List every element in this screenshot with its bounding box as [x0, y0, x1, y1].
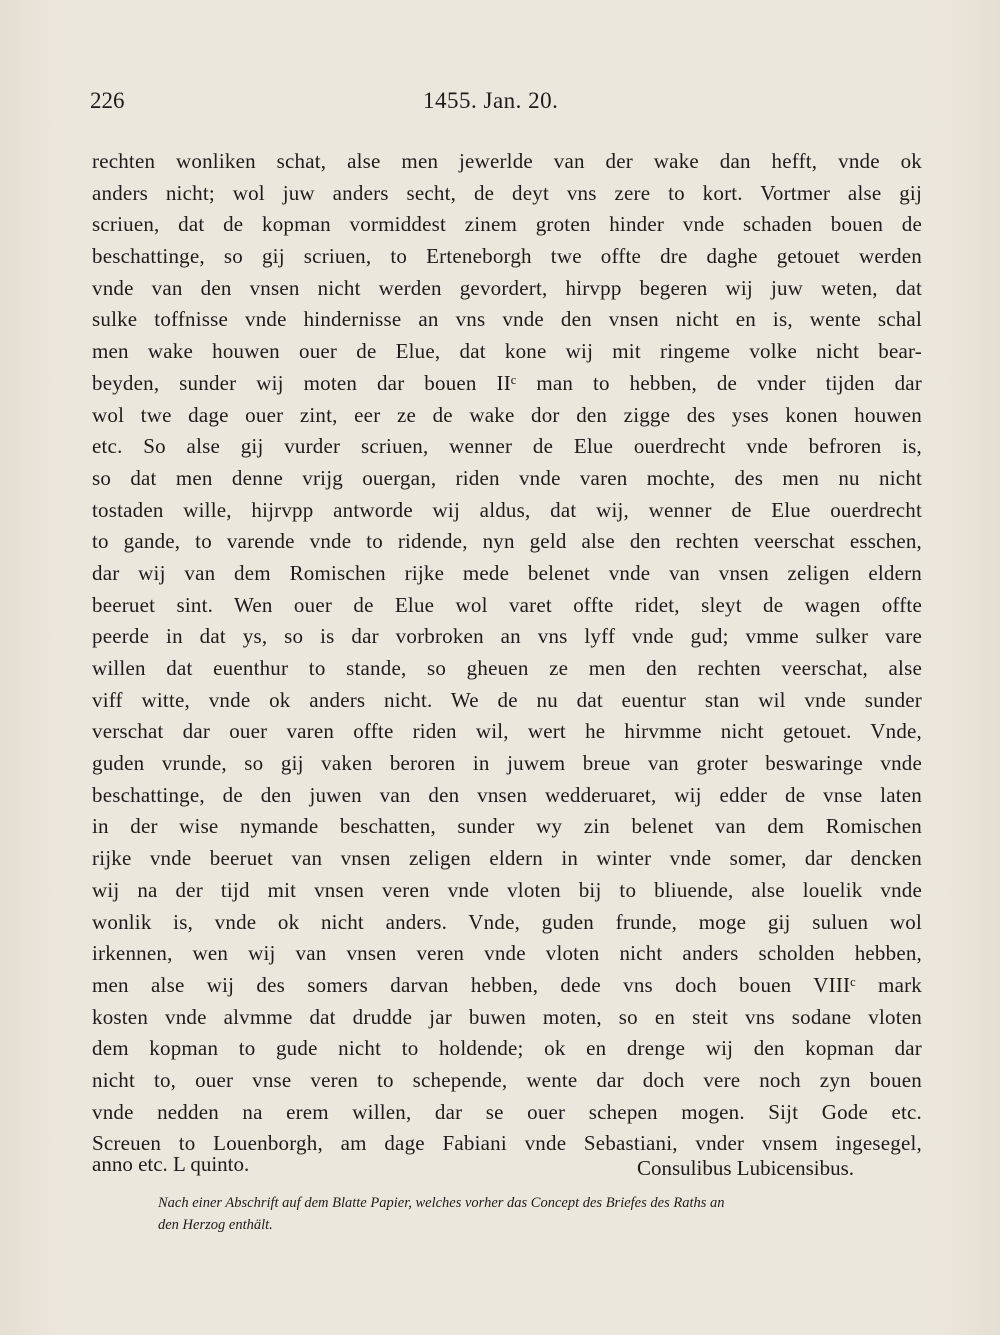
header-date: 1455. Jan. 20. — [423, 88, 559, 113]
footnote-line: den Herzog enthält. — [158, 1217, 273, 1233]
body-line: wol twe dage ouer zint, eer ze de wake dor den zigge des yses konen houwen — [92, 402, 922, 427]
body-line: viff witte, vnde ok anders nicht. We de nu dat euentur stan wil vnde sunder — [92, 687, 922, 712]
body-line: so dat men denne vrijg ouergan, riden vnde varen mochte, des men nu nicht — [92, 465, 922, 490]
body-line: dar wij van dem Romischen rijke mede belenet vnde van vnsen zeligen eldern — [92, 560, 922, 585]
body-line: beeruet sint. Wen ouer de Elue wol varet offte ridet, sleyt de wagen offte — [92, 592, 922, 617]
body-line: men wake houwen ouer de Elue, dat kone wij mit ringeme volke nicht bear- — [92, 339, 922, 364]
body-line: etc. So alse gij vurder scriuen, wenner de Elue ouerdrecht vnde befroren is, — [92, 434, 922, 459]
body-line: anders nicht; wol juw anders secht, de deyt vns zere to kort. Vortmer alse gij — [92, 180, 922, 205]
body-line: rijke vnde beeruet van vnsen zeligen eldern in winter vnde somer, dar dencken — [92, 846, 922, 871]
body-line: willen dat euenthur to stande, so gheuen ze men den rechten veerschat, alse — [92, 656, 922, 680]
body-line: guden vrunde, so gij vaken beroren in juwem breue van groter beswaringe vnde — [92, 751, 922, 776]
body-line: Screuen to Louenborgh, am dage Fabiani vnde Sebastiani, vnder vnsem ingesegel, — [92, 1131, 922, 1156]
body-line: beyden, sunder wij moten dar bouen IIᶜ man to hebben, de vnder tijden dar — [92, 370, 922, 395]
body-line: verschat dar ouer varen offte riden wil, wert he hirvmme nicht getouet. Vnde, — [92, 719, 922, 744]
body-line: peerde in dat ys, so is dar vorbroken an vns lyff vnde gud; vmme sulker vare — [92, 624, 922, 649]
body-line: in der wise nymande beschatten, sunder wy zin belenet van dem Romischen — [92, 814, 922, 839]
running-head — [90, 88, 920, 124]
body-line: men alse wij des somers darvan hebben, dede vns doch bouen VIIIᶜ mark — [92, 972, 922, 997]
body-line: to gande, to varende vnde to ridende, nyn geld alse den rechten veerschat esschen, — [92, 529, 922, 554]
letter-body — [92, 146, 922, 1160]
body-line: beschattinge, de den juwen van den vnsen wedderuaret, wij edder de vnse laten — [92, 782, 922, 807]
body-line: scriuen, dat de kopman vormiddest zinem groten hinder vnde schaden bouen de — [92, 212, 922, 237]
source-footnote — [158, 1192, 938, 1236]
body-line: tostaden wille, hijrvpp antworde wij aldus, dat wij, wenner de Elue ouerdrecht — [92, 497, 922, 522]
letter-closing — [92, 1152, 892, 1184]
footnote-line: Nach einer Abschrift auf dem Blatte Papier, welches vorher das Concept des Briefes des Raths an — [158, 1195, 725, 1211]
body-line: vnde van den vnsen nicht werden gevordert, hirvpp begeren wij juw weten, dat — [92, 275, 922, 300]
closing-dateline: anno etc. L quinto. — [92, 1152, 250, 1176]
addressee: Consulibus Lubicensibus. — [637, 1156, 855, 1180]
body-line: kosten vnde alvmme dat drudde jar buwen moten, so en steit vns sodane vloten — [92, 1004, 922, 1029]
body-line: beschattinge, so gij scriuen, to Erteneborgh twe offte dre daghe getouet werden — [92, 244, 922, 269]
body-line: wij na der tijd mit vnsen veren vnde vloten bij to bliuende, alse louelik vnde — [92, 877, 922, 902]
body-line: nicht to, ouer vnse veren to schepende, wente dar doch vere noch zyn bouen — [92, 1067, 922, 1092]
body-line: sulke toffnisse vnde hindernisse an vns vnde den vnsen nicht en is, wente schal — [92, 307, 922, 332]
body-line: irkennen, wen wij van vnsen veren vnde vloten nicht anders scholden hebben, — [92, 941, 922, 966]
body-line: rechten wonliken schat, alse men jewerlde van der wake dan hefft, vnde ok — [92, 149, 922, 173]
body-line: dem kopman to gude nicht to holdende; ok en drenge wij den kopman dar — [92, 1036, 922, 1061]
body-line: vnde nedden na erem willen, dar se ouer schepen mogen. Sijt Gode etc. — [92, 1099, 922, 1124]
page-number: 226 — [90, 88, 125, 113]
body-line: wonlik is, vnde ok nicht anders. Vnde, guden frunde, moge gij suluen wol — [92, 909, 922, 934]
